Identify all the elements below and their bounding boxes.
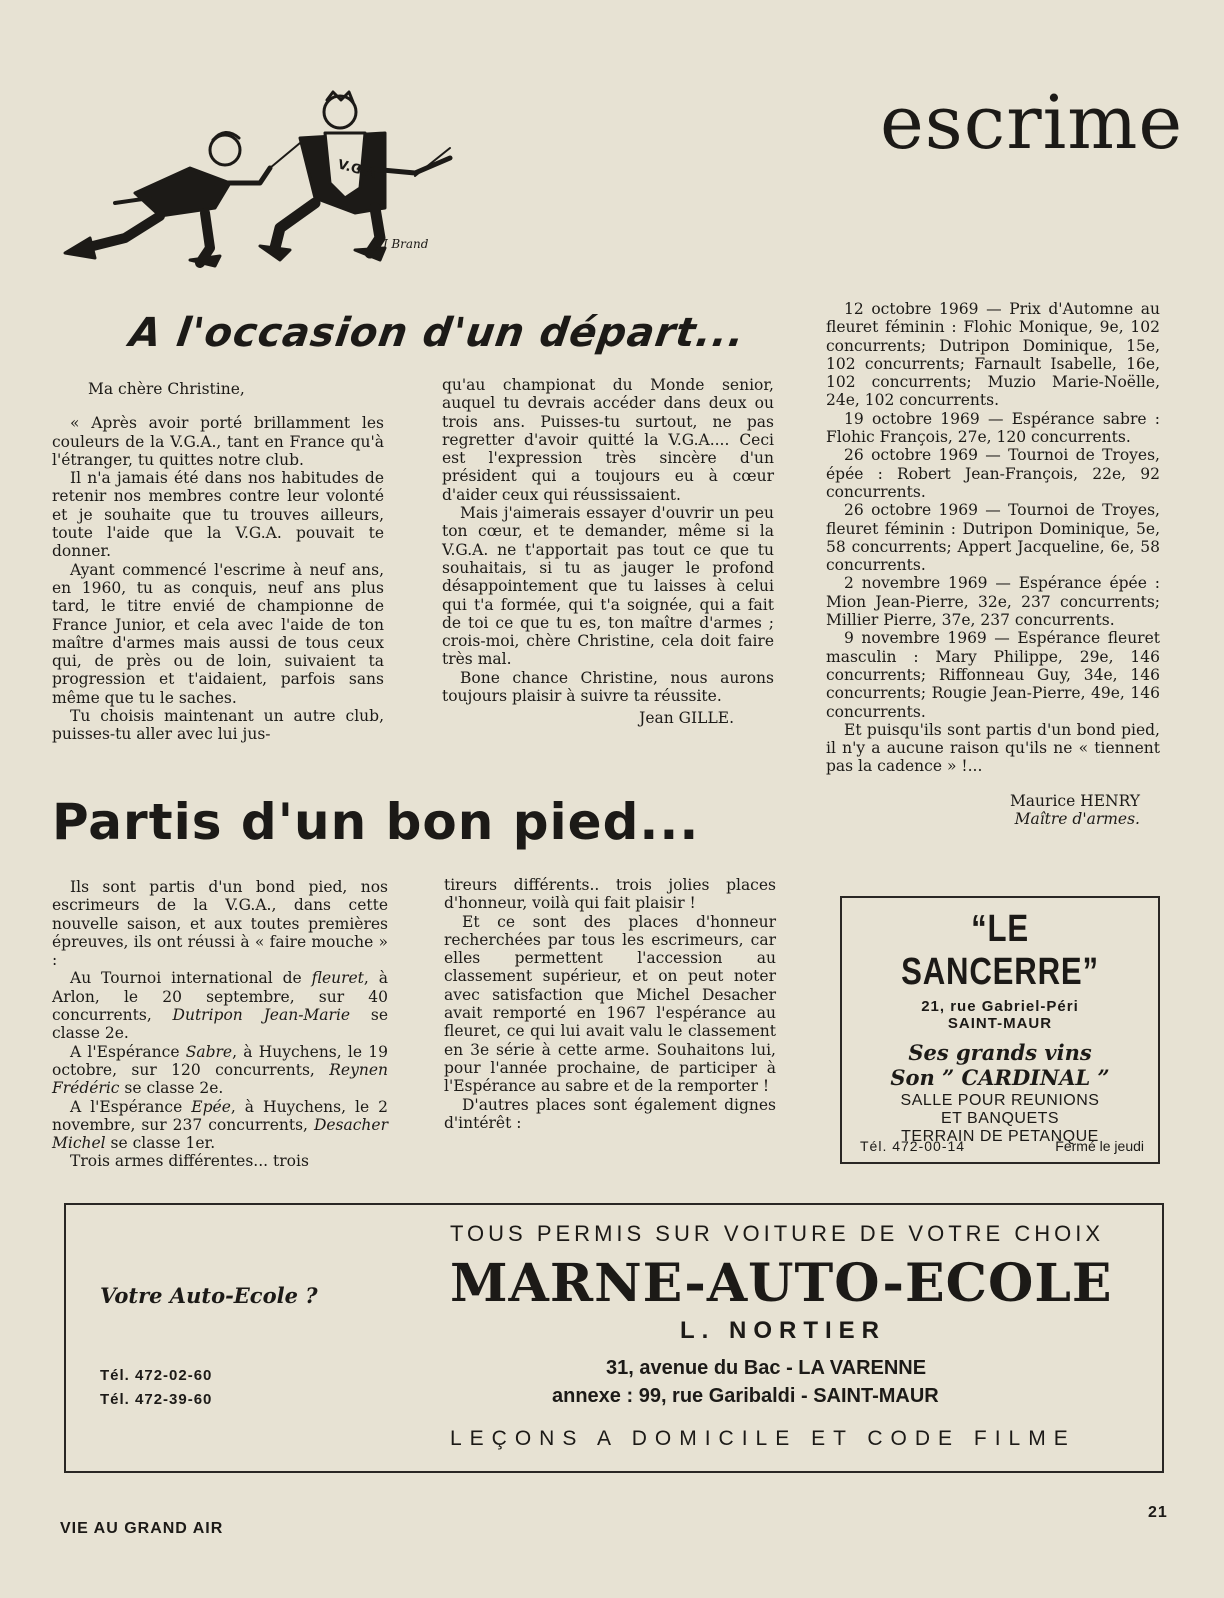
paragraph: Et ce sont des places d'honneur recherchées par tous les escrimeurs, car elles permettent l'accession au classement supérieur, et on peut noter avec satisfaction que Michel Desacher avait remporté en 1967 l'espérance au fleuret, ce qui lui avait valu le classement en 3e série à cette arme. Souhaitons lui, pour l'année prochaine, de participer à l'Espérance au sabre et de la remporter !	[444, 912, 776, 1096]
result-entry: 9 novembre 1969 — Espérance fleuret masculin : Mary Philippe, 29e, 146 concurrents; Riffonneau Guy, 34e, 146 concurrents; Rougie Jean-Pierre, 49e, 146 concurrents.	[826, 629, 1160, 721]
paragraph: Trois armes différentes... trois	[70, 1152, 309, 1171]
svg-text:J.J Brand: J.J Brand	[375, 237, 429, 251]
paragraph: Mais j'aimerais essayer d'ouvrir un peu ton cœur, et te demander, même si la V.G.A. ne t'apportait pas tout ce que tu souhaitais, si tu as jauger le profond désappointement que tu laisses à celui qui t'a formée, qui t'a soignée, qui a fait de toi ce que tu es, ton maître d'armes ; crois-moi, chère Christine, cela doit faire très mal.	[442, 504, 774, 669]
sancerre-hall: SALLE POUR REUNIONS	[900, 1092, 1100, 1109]
article2-column-1	[52, 878, 388, 1171]
paragraph: D'autres places sont également dignes d'intérêt :	[444, 1095, 776, 1132]
closing-paragraph: Et puisqu'ils sont partis d'un bond pied, il n'y a aucune raison qu'ils ne « tiennent pas la cadence » !...	[826, 720, 1160, 776]
svg-text:V.G.A: V.G.A	[335, 157, 378, 182]
result-entry: 26 octobre 1969 — Tournoi de Troyes, épée : Robert Jean-François, 22e, 92 concurrents.	[826, 446, 1160, 501]
sancerre-closed: Fermé le jeudi	[1055, 1138, 1144, 1154]
author-name: Maurice HENRY	[1009, 791, 1140, 810]
paragraph: Il n'a jamais été dans nos habitudes de retenir nos membres contre leur volonté et je souhaite que tu trouves ailleurs, toute l'aide que la V.G.A. pouvait te donner.	[52, 469, 384, 561]
sancerre-wines: Ses grands vins	[908, 1040, 1092, 1065]
auto-ecole-address: 31, avenue du Bac - LA VARENNE	[606, 1357, 927, 1379]
sancerre-ad	[840, 896, 1160, 1164]
paragraph: Tu choisis maintenant un autre club, puisses-tu aller avec lui jus-	[52, 707, 384, 744]
paragraph: qu'au championat du Monde senior, auquel tu devrais accéder dans deux ou trois ans. Puisses-tu surtout, ne pas regretter d'avoir quitté la V.G.A.... Ceci est l'expression très sincère d'un président qui a toujours eu à cœur d'aider ceux qui réussissaient.	[442, 376, 774, 504]
magazine-name: VIE AU GRAND AIR	[60, 1520, 224, 1537]
sancerre-cardinal: Son ” CARDINAL ”	[890, 1065, 1110, 1090]
fencers-illustration	[55, 88, 465, 278]
page-number: 21	[1148, 1504, 1168, 1521]
sancerre-name: “LE SANCERRE”	[901, 908, 1099, 993]
paragraph: A l'Espérance Epée, à Huychens, le 2 novembre, sur 237 concurrents, Desacher Michel se classe 1er.	[52, 1097, 389, 1153]
result-entry: 19 octobre 1969 — Espérance sabre : Flohic François, 27e, 120 concurrents.	[826, 409, 1160, 447]
article2-column-2	[444, 876, 776, 1132]
section-title: escrime	[880, 80, 1184, 166]
article2-headline: Partis d'un bon pied...	[52, 793, 700, 851]
results-column	[826, 300, 1160, 828]
sancerre-phone: Tél. 472-00-14	[860, 1138, 966, 1154]
auto-ecole-ad	[64, 1203, 1164, 1473]
sancerre-banquets: ET BANQUETS	[940, 1110, 1060, 1127]
auto-ecole-tel-2: Tél. 472-39-60	[100, 1391, 213, 1408]
auto-ecole-tel-1: Tél. 472-02-60	[100, 1367, 213, 1384]
article1-column-2	[442, 376, 774, 728]
sancerre-city: SAINT-MAUR	[947, 1015, 1053, 1032]
paragraph: « Après avoir porté brillamment les couleurs de la V.G.A., tant en France qu'à l'étranger, tu quittes notre club.	[52, 414, 384, 469]
signature: Jean GILLE.	[639, 709, 734, 728]
paragraph: Bone chance Christine, nous aurons toujours plaisir à suivre ta réussite.	[442, 668, 774, 706]
auto-ecole-tagline: TOUS PERMIS SUR VOITURE DE VOTRE CHOIX	[450, 1221, 1104, 1246]
sancerre-petanque: TERRAIN DE PETANQUE	[901, 1128, 1099, 1145]
paragraph: tireurs différents.. trois jolies places d'honneur, voilà qui fait plaisir !	[444, 876, 776, 913]
auto-ecole-question: Votre Auto-Ecole ?	[100, 1283, 318, 1308]
sancerre-address: 21, rue Gabriel-Péri	[921, 998, 1079, 1015]
article1-column-1	[52, 380, 384, 744]
auto-ecole-annex: annexe : 99, rue Garibaldi - SAINT-MAUR	[552, 1385, 939, 1407]
paragraph: Ils sont partis d'un bond pied, nos escrimeurs de la V.G.A., dans cette nouvelle saison, et aux toutes premières épreuves, ils ont réussi à « faire mouche » :	[52, 878, 388, 970]
auto-ecole-owner: L. NORTIER	[680, 1317, 886, 1344]
auto-ecole-lessons: LEÇONS A DOMICILE ET CODE FILME	[450, 1427, 1076, 1450]
salutation: Ma chère Christine,	[88, 380, 245, 398]
paragraph: Ayant commencé l'escrime à neuf ans, en 1960, tu as conquis, neuf ans plus tard, le titre envié de championne de France Junior, et cela avec l'aide de ton maître d'armes mais aussi de tous ceux qui, de près ou de loin, suivaient ta progression et t'aidaient, parfois sans même que tu le saches.	[52, 560, 384, 707]
author-title: Maître d'armes.	[1014, 810, 1140, 829]
paragraph: Au Tournoi international de fleuret, à Arlon, le 20 septembre, sur 40 concurrents, Dutripon Jean-Marie se classe 2e.	[52, 969, 389, 1043]
result-entry: 26 octobre 1969 — Tournoi de Troyes, fleuret féminin : Dutripon Dominique, 5e, 58 concurrents; Appert Jacqueline, 6e, 58 concurrents.	[826, 501, 1160, 575]
result-entry: 12 octobre 1969 — Prix d'Automne au fleuret féminin : Flohic Monique, 9e, 102 concurrents; Dutripon Dominique, 15e, 102 concurrents; Farnault Isabelle, 16e, 102 concurrents; Muzio Marie-Noëlle, 24e, 102 concurrents.	[826, 300, 1160, 410]
paragraph: A l'Espérance Sabre, à Huychens, le 19 octobre, sur 120 concurrents, Reynen Frédéric se classe 2e.	[52, 1042, 389, 1098]
article1-headline: A l'occasion d'un départ...	[126, 310, 748, 356]
auto-ecole-name: MARNE-AUTO-ECOLE	[450, 1253, 1113, 1314]
result-entry: 2 novembre 1969 — Espérance épée : Mion Jean-Pierre, 32e, 237 concurrents; Millier Pierre, 37e, 237 concurrents.	[826, 574, 1160, 630]
